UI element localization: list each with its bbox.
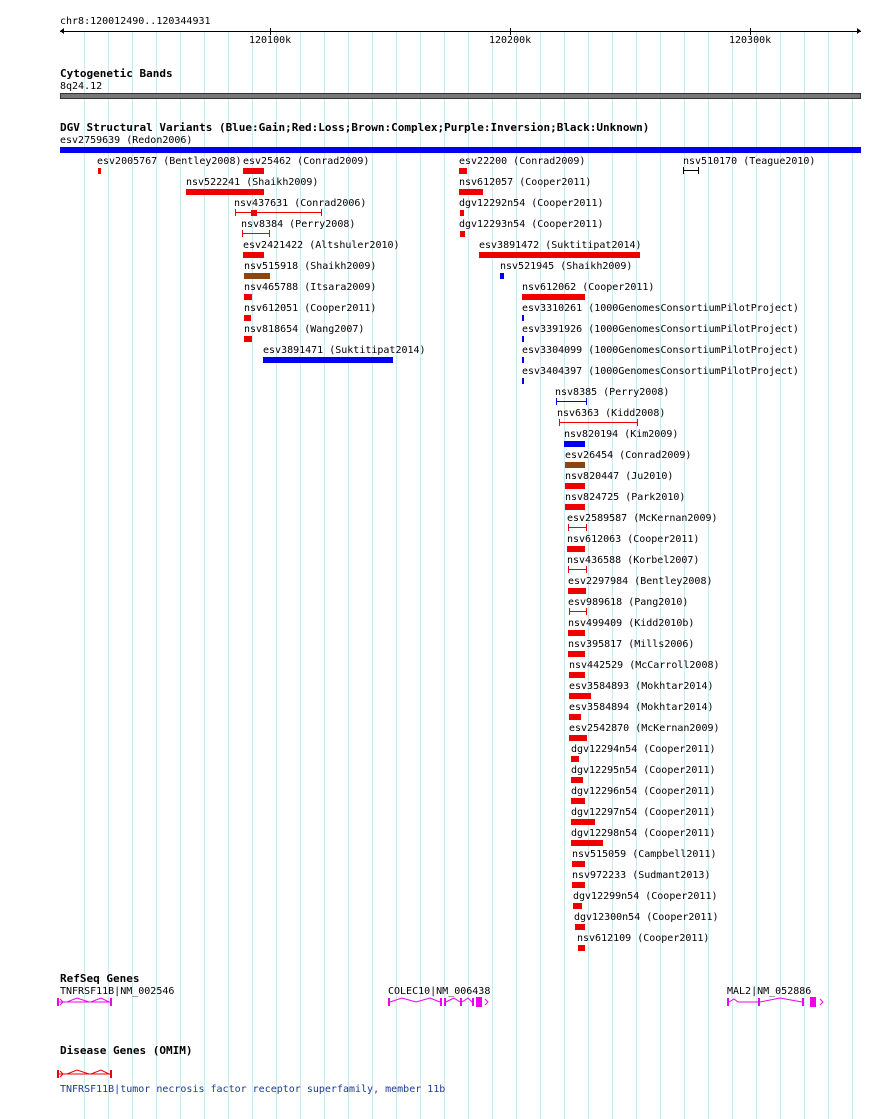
variant-bar-gain[interactable] <box>522 378 524 384</box>
grid-line <box>732 32 733 1119</box>
grid-line <box>516 32 517 1119</box>
variant-label: nsv510170 (Teague2010) <box>683 156 816 167</box>
variant-label: nsv818654 (Wang2007) <box>244 324 365 335</box>
variant-label: nsv820447 (Ju2010) <box>565 471 674 482</box>
variant-span-end <box>556 398 557 405</box>
variant-label: nsv8385 (Perry2008) <box>555 387 670 398</box>
grid-line <box>540 32 541 1119</box>
variant-label: nsv515918 (Shaikh2009) <box>244 261 377 272</box>
variant-label: esv2542870 (McKernan2009) <box>569 723 720 734</box>
variant-span-loss[interactable] <box>568 569 587 570</box>
variant-bar-loss[interactable] <box>98 168 101 174</box>
variant-span-gain[interactable] <box>556 401 587 402</box>
variant-span-unknown[interactable] <box>683 170 699 171</box>
grid-line <box>564 32 565 1119</box>
variant-label: nsv465788 (Itsara2009) <box>244 282 377 293</box>
variant-span-end <box>586 524 587 531</box>
variant-label: nsv824725 (Park2010) <box>565 492 686 503</box>
variant-bar-loss[interactable] <box>243 168 264 174</box>
variant-span-loss[interactable] <box>559 422 638 423</box>
variant-bar-loss[interactable] <box>567 546 585 552</box>
variant-bar-complex[interactable] <box>565 462 585 468</box>
grid-line <box>396 32 397 1119</box>
grid-line <box>252 32 253 1119</box>
variant-bar-loss[interactable] <box>569 735 587 741</box>
variant-label: esv2297984 (Bentley2008) <box>568 576 713 587</box>
variant-span-end <box>269 230 270 237</box>
omim-track-title: Disease Genes (OMIM) <box>60 1044 193 1057</box>
variant-label: esv3584894 (Mokhtar2014) <box>569 702 714 713</box>
variant-label: nsv972233 (Sudmant2013) <box>572 870 711 881</box>
variant-label: nsv442529 (McCarroll2008) <box>569 660 720 671</box>
dgv-track-title: DGV Structural Variants (Blue:Gain;Red:Loss;Brown:Complex;Purple:Inversion;Black:Unknown) <box>60 121 650 134</box>
refseq-track-title: RefSeq Genes <box>60 972 140 985</box>
ruler-tick <box>750 28 751 35</box>
variant-label: dgv12295n54 (Cooper2011) <box>571 765 716 776</box>
variant-bar-loss[interactable] <box>571 756 579 762</box>
ruler-tick-label: 120100k <box>249 35 292 46</box>
cyto-band-label: 8q24.12 <box>60 81 103 92</box>
variant-bar-loss[interactable] <box>569 693 591 699</box>
ruler-tick <box>270 28 271 35</box>
variant-label: dgv12293n54 (Cooper2011) <box>459 219 604 230</box>
gene-label: TNFRSF11B|NM_002546 <box>60 986 175 997</box>
variant-label: nsv522241 (Shaikh2009) <box>186 177 319 188</box>
variant-label: nsv436588 (Korbel2007) <box>567 555 700 566</box>
variant-label: esv3584893 (Mokhtar2014) <box>569 681 714 692</box>
grid-line <box>84 32 85 1119</box>
variant-label: nsv8384 (Perry2008) <box>241 219 356 230</box>
variant-bar-loss[interactable] <box>479 252 640 258</box>
variant-bar-loss[interactable] <box>568 588 586 594</box>
grid-line <box>228 32 229 1119</box>
variant-span-end <box>569 608 570 615</box>
variant-label: dgv12299n54 (Cooper2011) <box>573 891 718 902</box>
grid-line <box>156 32 157 1119</box>
grid-line <box>324 32 325 1119</box>
grid-line <box>444 32 445 1119</box>
variant-span-end <box>559 419 560 426</box>
grid-line <box>132 32 133 1119</box>
variant-bar-loss[interactable] <box>571 777 583 783</box>
variant-label: nsv820194 (Kim2009) <box>564 429 679 440</box>
variant-bar-loss[interactable] <box>565 504 585 510</box>
variant-bar-gain[interactable] <box>60 147 861 153</box>
variant-label: esv22200 (Conrad2009) <box>459 156 586 167</box>
gene-model-tnfrsf11b[interactable] <box>55 995 115 1009</box>
variant-span-end <box>637 419 638 426</box>
variant-label: nsv612057 (Cooper2011) <box>459 177 592 188</box>
variant-label: nsv437631 (Conrad2006) <box>234 198 367 209</box>
grid-line <box>780 32 781 1119</box>
ruler-tick-label: 120200k <box>489 35 532 46</box>
grid-line <box>852 32 853 1119</box>
variant-label: esv3891472 (Suktitipat2014) <box>479 240 642 251</box>
variant-bar-loss[interactable] <box>244 315 251 321</box>
ruler-right-arrow-icon <box>857 28 861 34</box>
variant-bar-gain[interactable] <box>564 441 585 447</box>
variant-bar-loss[interactable] <box>243 252 264 258</box>
variant-bar-loss[interactable] <box>251 210 257 216</box>
grid-line <box>180 32 181 1119</box>
variant-label: nsv499409 (Kidd2010b) <box>568 618 695 629</box>
omim-gene-model[interactable] <box>55 1067 115 1081</box>
variant-label: esv3310261 (1000GenomesConsortiumPilotProject) <box>522 303 799 314</box>
cyto-track-title: Cytogenetic Bands <box>60 67 173 80</box>
grid-line <box>348 32 349 1119</box>
ruler-location: chr8:120012490..120344931 <box>60 16 211 27</box>
ruler-tick <box>510 28 511 35</box>
variant-label: esv2421422 (Altshuler2010) <box>243 240 400 251</box>
variant-label: esv26454 (Conrad2009) <box>565 450 692 461</box>
ruler-left-arrow-icon <box>60 28 64 34</box>
variant-label: nsv6363 (Kidd2008) <box>557 408 666 419</box>
variant-bar-loss[interactable] <box>578 945 585 951</box>
variant-label: esv2759639 (Redon2006) <box>60 135 193 146</box>
variant-bar-loss[interactable] <box>244 336 252 342</box>
variant-bar-loss[interactable] <box>244 294 252 300</box>
variant-bar-gain[interactable] <box>522 315 524 321</box>
variant-bar-loss[interactable] <box>565 483 585 489</box>
variant-bar-gain[interactable] <box>522 336 524 342</box>
variant-span-end <box>698 167 699 174</box>
variant-bar-loss[interactable] <box>522 294 585 300</box>
variant-label: nsv395817 (Mills2006) <box>568 639 695 650</box>
cyto-band[interactable] <box>60 93 861 99</box>
variant-span-loss[interactable] <box>242 233 270 234</box>
grid-line <box>492 32 493 1119</box>
grid-line <box>372 32 373 1119</box>
grid-line <box>804 32 805 1119</box>
ruler-line <box>60 31 861 32</box>
variant-label: nsv521945 (Shaikh2009) <box>500 261 633 272</box>
variant-bar-loss[interactable] <box>571 819 595 825</box>
variant-span-end <box>321 209 322 216</box>
variant-label: esv3891471 (Suktitipat2014) <box>263 345 426 356</box>
variant-span-end <box>568 566 569 573</box>
variant-span-end <box>586 566 587 573</box>
variant-bar-loss[interactable] <box>572 861 585 867</box>
variant-bar-gain[interactable] <box>263 357 393 363</box>
variant-label: esv3404397 (1000GenomesConsortiumPilotProject) <box>522 366 799 377</box>
variant-bar-loss[interactable] <box>460 231 465 237</box>
variant-bar-loss[interactable] <box>459 189 483 195</box>
variant-span-end <box>586 608 587 615</box>
gene-label: MAL2|NM_052886 <box>727 986 812 997</box>
variant-label: esv25462 (Conrad2009) <box>243 156 370 167</box>
gene-label: COLEC10|NM_006438 <box>388 986 491 997</box>
variant-span-end <box>242 230 243 237</box>
grid-line <box>756 32 757 1119</box>
grid-line <box>300 32 301 1119</box>
variant-label: dgv12298n54 (Cooper2011) <box>571 828 716 839</box>
variant-bar-loss[interactable] <box>569 714 581 720</box>
variant-bar-loss[interactable] <box>568 630 585 636</box>
grid-line <box>204 32 205 1119</box>
variant-bar-loss[interactable] <box>568 651 585 657</box>
grid-line <box>276 32 277 1119</box>
variant-label: dgv12294n54 (Cooper2011) <box>571 744 716 755</box>
variant-span-end <box>683 167 684 174</box>
variant-bar-loss[interactable] <box>186 189 264 195</box>
variant-bar-loss[interactable] <box>573 903 582 909</box>
variant-span-end <box>568 524 569 531</box>
variant-span-loss[interactable] <box>569 611 587 612</box>
grid-line <box>468 32 469 1119</box>
variant-bar-loss[interactable] <box>571 798 585 804</box>
variant-label: esv989618 (Pang2010) <box>568 597 689 608</box>
variant-bar-loss[interactable] <box>571 840 603 846</box>
variant-label: nsv612063 (Cooper2011) <box>567 534 700 545</box>
variant-bar-loss[interactable] <box>572 882 585 888</box>
variant-label: esv2005767 (Bentley2008) <box>97 156 242 167</box>
variant-bar-gain[interactable] <box>500 273 504 279</box>
ruler-tick-label: 120300k <box>729 35 772 46</box>
variant-bar-complex[interactable] <box>244 273 270 279</box>
variant-span-end <box>235 209 236 216</box>
grid-line <box>828 32 829 1119</box>
variant-bar-loss[interactable] <box>569 672 585 678</box>
variant-bar-loss[interactable] <box>460 210 464 216</box>
variant-label: nsv515059 (Campbell2011) <box>572 849 717 860</box>
variant-span-loss[interactable] <box>568 527 587 528</box>
variant-label: dgv12300n54 (Cooper2011) <box>574 912 719 923</box>
variant-label: nsv612051 (Cooper2011) <box>244 303 377 314</box>
variant-bar-loss[interactable] <box>459 168 467 174</box>
variant-label: dgv12297n54 (Cooper2011) <box>571 807 716 818</box>
grid-line <box>420 32 421 1119</box>
variant-bar-gain[interactable] <box>522 357 524 363</box>
variant-label: dgv12296n54 (Cooper2011) <box>571 786 716 797</box>
variant-label: esv2589587 (McKernan2009) <box>567 513 718 524</box>
variant-span-loss[interactable] <box>235 212 322 213</box>
gene-model-colec10[interactable] <box>386 995 492 1009</box>
omim-gene-label[interactable]: TNFRSF11B|tumor necrosis factor receptor superfamily, member 11b <box>60 1084 446 1095</box>
variant-label: nsv612062 (Cooper2011) <box>522 282 655 293</box>
variant-span-end <box>586 398 587 405</box>
grid-line <box>108 32 109 1119</box>
gene-model-mal2[interactable] <box>724 995 828 1009</box>
variant-label: esv3304099 (1000GenomesConsortiumPilotProject) <box>522 345 799 356</box>
variant-label: esv3391926 (1000GenomesConsortiumPilotProject) <box>522 324 799 335</box>
variant-label: dgv12292n54 (Cooper2011) <box>459 198 604 209</box>
variant-bar-loss[interactable] <box>575 924 585 930</box>
variant-label: nsv612109 (Cooper2011) <box>577 933 710 944</box>
